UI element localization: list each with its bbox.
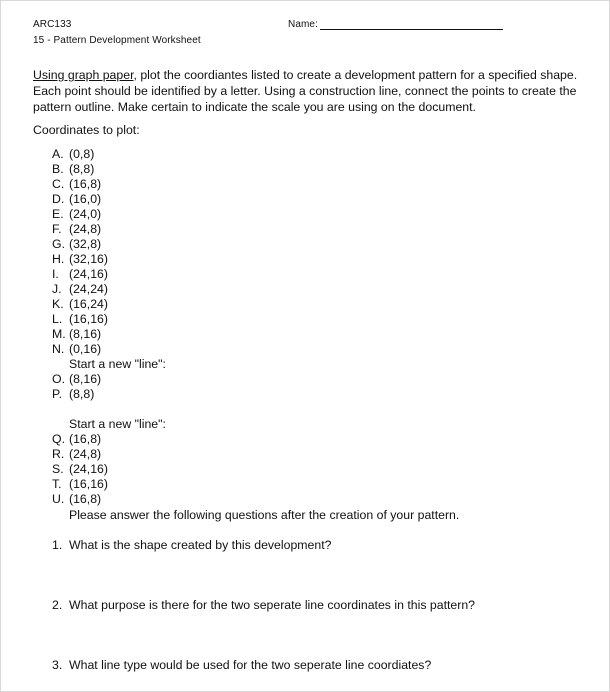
point-coordinate: (32,8) [69,237,102,251]
coordinate-point [52,327,101,342]
point-letter: G. [52,237,65,251]
name-blank-line [320,20,503,30]
coordinate-point [52,342,101,357]
point-coordinate: (8,16) [69,327,102,341]
point-letter: T. [52,477,62,491]
question-item [52,598,475,613]
question-number: 2. [52,598,63,612]
coordinate-point [52,177,101,192]
coordinate-point [52,222,101,237]
point-letter: I. [52,267,59,281]
course-code: ARC133 [33,19,72,30]
question-text: What is the shape created by this development? [69,538,332,552]
point-letter: A. [52,147,64,161]
point-coordinate: (0,16) [69,342,102,356]
coordinate-point [52,462,108,477]
new-line-note: Start a new "line": [69,417,166,431]
questions-intro: Please answer the following questions after the creation of your pattern. [69,508,460,522]
coordinate-point [52,432,101,447]
coordinate-point [52,207,101,222]
coordinate-point [52,147,94,162]
point-coordinate: (24,0) [69,207,102,221]
point-letter: N. [52,342,65,356]
graph-paper-link: Using graph paper [33,68,134,82]
point-letter: B. [52,162,64,176]
point-coordinate: (16,24) [69,297,108,311]
point-letter: S. [52,462,64,476]
point-letter: H. [52,252,65,266]
point-coordinate: (16,8) [69,177,102,191]
point-letter: D. [52,192,65,206]
name-field [288,19,503,30]
point-coordinate: (16,16) [69,312,108,326]
coordinate-point [52,387,94,402]
name-label: Name: [288,19,318,30]
point-coordinate: (16,16) [69,477,108,491]
point-letter: O. [52,372,65,386]
point-coordinate: (24,16) [69,462,108,476]
coordinate-point [52,297,108,312]
coordinate-point [52,447,101,462]
point-letter: Q. [52,432,65,446]
question-number: 3. [52,658,63,672]
point-coordinate: (8,8) [69,387,95,401]
point-coordinate: (8,8) [69,162,95,176]
coordinate-point [52,252,108,267]
coordinate-point [52,492,101,507]
coordinate-point [52,162,94,177]
point-letter: E. [52,207,64,221]
point-coordinate: (16,8) [69,492,102,506]
point-coordinate: (16,0) [69,192,102,206]
new-line-note: Start a new "line": [69,357,166,371]
coordinate-point [52,282,108,297]
point-coordinate: (0,8) [69,147,95,161]
point-coordinate: (24,8) [69,222,102,236]
point-coordinate: (24,24) [69,282,108,296]
coordinate-point [52,267,108,282]
coordinate-point [52,372,101,387]
point-letter: R. [52,447,65,461]
point-coordinate: (24,8) [69,447,102,461]
point-coordinate: (16,8) [69,432,102,446]
point-coordinate: (24,16) [69,267,108,281]
coordinate-point [52,192,101,207]
point-letter: P. [52,387,63,401]
point-letter: U. [52,492,65,506]
worksheet-title: 15 - Pattern Development Worksheet [33,35,201,46]
coordinate-point [52,477,108,492]
question-item [52,658,431,673]
instructions-text: , plot the coordiantes listed to create a development pattern for a specified shape. Each point should be identified by a letter. Using a construction line, connect the points to create the pattern outline. Make certain to indicate the scale you are using on the document. [33,68,578,114]
question-number: 1. [52,538,63,552]
question-text: What line type would be used for the two seperate line coordiates? [69,658,432,672]
point-letter: L. [52,312,63,326]
point-letter: J. [52,282,62,296]
point-letter: K. [52,297,64,311]
coordinate-point [52,237,101,252]
question-item [52,538,332,553]
point-letter: F. [52,222,62,236]
point-coordinate: (8,16) [69,372,102,386]
coordinate-point [52,312,108,327]
coordinates-title: Coordinates to plot: [33,123,140,137]
point-letter: C. [52,177,65,191]
point-letter: M. [52,327,66,341]
instructions-paragraph [33,67,578,115]
point-coordinate: (32,16) [69,252,108,266]
question-text: What purpose is there for the two seperate line coordinates in this pattern? [69,598,476,612]
